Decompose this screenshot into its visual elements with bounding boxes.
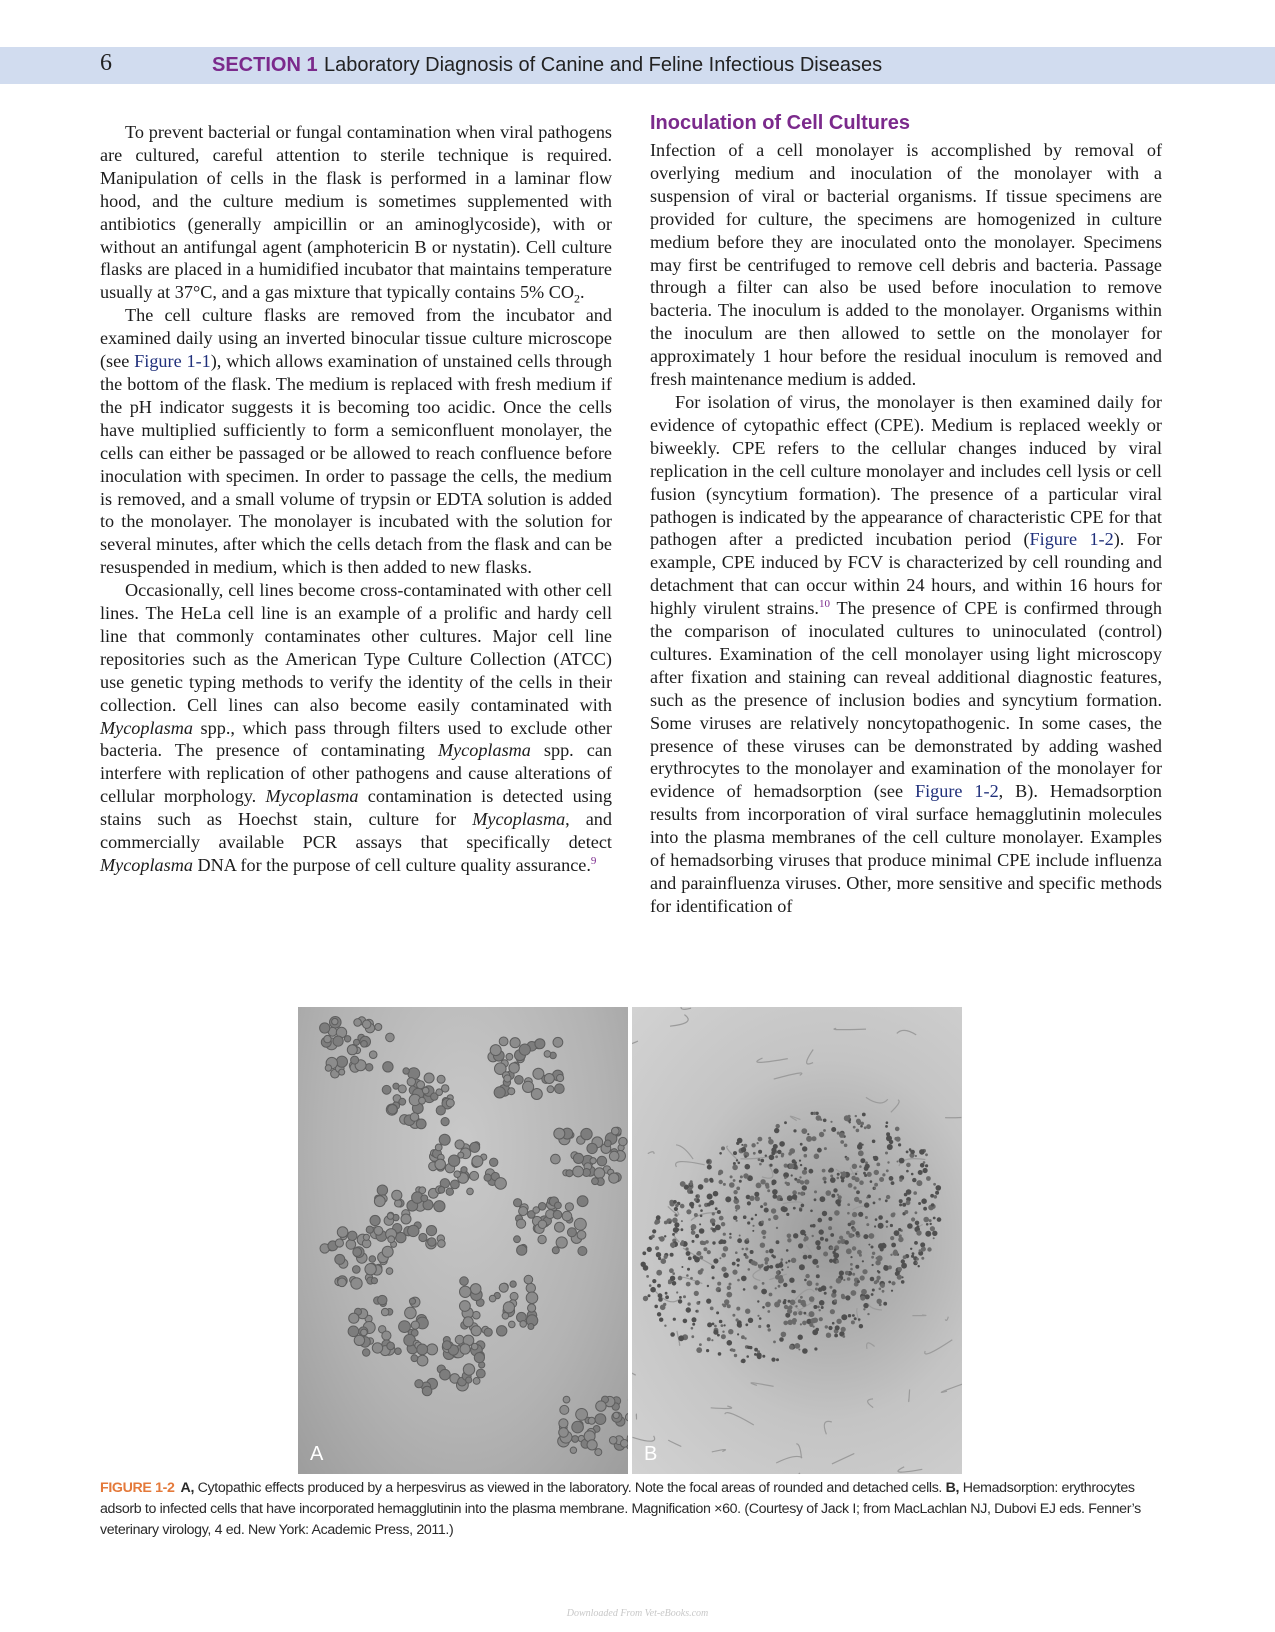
- subsection-heading: Inoculation of Cell Cultures: [650, 112, 911, 134]
- panel-a-letter: A: [310, 1443, 324, 1465]
- figure-caption-label: FIGURE 1-2: [100, 1480, 175, 1496]
- section-label: SECTION 1: [212, 54, 318, 76]
- paragraph-culture-flasks: The cell culture flasks are removed from the incubator and examined daily using an inverted binocular tissue culture microscope (see Figure 1-1), which allows examination of unstained cells through the bottom of the flask. The medium is replaced with fresh medium if the pH indicator suggests it is becoming too acidic. Once the cells have multiplied sufficiently to form a semiconfluent monolayer, the cells can either be passaged or be allowed to reach confluence before inoculation with specimen. In order to passage the cells, the medium is removed, and a small volume of trypsin or EDTA solution is added to the monolayer. The monolayer is incubated with the solution for several minutes, after which the cells detach from the flask and can be resuspended in medium, which is then added to new flasks.: [100, 305, 612, 578]
- left-column: [100, 121, 612, 877]
- figure-1-2: [298, 1007, 964, 1474]
- hemadsorption-texture-b: [632, 1007, 962, 1474]
- micrograph-panel-a: [298, 1007, 628, 1474]
- paragraph-isolation-of-virus: For isolation of virus, the monolayer is then examined daily for evidence of cytopathic effect (CPE). Medium is replaced weekly or biweekly. CPE refers to the cellular changes induced by viral replication in the cell culture monolayer and includes cell lysis or cell fusion (syncytium formation). The presence of a particular viral pathogen is indicated by the appearance of characteristic CPE for that pathogen after a predicted incubation period (Figure 1-2). For example, CPE induced by FCV is characterized by cell rounding and detachment that can occur within 24 hours, and within 16 hours for highly virulent strains.$^{10}$ The presence of CPE is confirmed through the comparison of inoculated cultures to uninoculated (control) cultures. Examination of the cell monolayer using light microscopy after fixation and staining can reveal additional diagnostic features, such as the presence of inclusion bodies and syncytium formation. Some viruses are relatively noncytopathogenic. In some cases, the presence of these viruses can be demonstrated by adding washed erythrocytes to the monolayer and examination of the monolayer for evidence of hemadsorption (see Figure 1-2, B). Hemadsorption results from incorporation of viral surface hemagglutinin molecules into the plasma membranes of the cell culture monolayer. Examples of hemadsorbing viruses that produce minimal CPE include influenza and parainfluenza viruses. Other, more sensitive and specific methods for identification of: [650, 391, 1162, 916]
- right-column: [650, 111, 1162, 918]
- micrograph-panel-b: [632, 1007, 962, 1474]
- page-number: 6: [100, 50, 112, 76]
- paragraph-inoculation: Infection of a cell monolayer is accomplished by removal of overlying medium and inoculation of the monolayer with a suspension of viral or bacterial organisms. If tissue specimens are provided for culture, the specimens are homogenized in culture medium before they are inoculated onto the monolayer. Specimens may first be centrifuged to remove cell debris and bacteria. Passage through a filter can also be used before inoculation to remove bacteria. The inoculum is added to the monolayer. Organisms within the inoculum are then allowed to settle on the monolayer for approximately 1 hour before the residual inoculum is removed and fresh maintenance medium is added.: [650, 140, 1162, 390]
- figure-1-1-link[interactable]: Figure 1-1: [134, 351, 211, 372]
- figure-1-2-link[interactable]: Figure 1-2: [1029, 529, 1114, 550]
- panel-b-letter: B: [644, 1443, 658, 1465]
- download-watermark: Downloaded From Vet-eBooks.com: [566, 1608, 709, 1619]
- figure-1-2b-link[interactable]: Figure 1-2: [914, 781, 999, 802]
- cell-cluster-texture-a: [298, 1007, 628, 1474]
- reference-9-link[interactable]: 9: [590, 854, 597, 867]
- figure-caption: FIGURE 1-2 A, Cytopathic effects produced by a herpesvirus as viewed in the laboratory. Note the focal areas of rounded and detached cells. B, Hemadsorption: erythrocytes adsorb to infected cells that have incorporated hemagglutinin into the plasma membrane. Magnification ×60. (Courtesy of Jack I; from MacLachlan NJ, Dubovi EJ eds. Fenner’s veterinary virology, 4 ed. New York: Academic Press, 2011.): [100, 1480, 1141, 1538]
- paragraph-cross-contamination: Occasionally, cell lines become cross-contaminated with other cell lines. The HeLa cell line is an example of a prolific and hardy cell line that commonly contaminates other cultures. Major cell line repositories such as the American Type Culture Collection (ATCC) use genetic typing methods to verify the identity of the cells in their collection. Cell lines can also become easily contaminated with Mycoplasma spp., which pass through filters used to exclude other bacteria. The presence of contaminating Mycoplasma spp. can interfere with replication of other pathogens and cause alterations of cellular morphology. Mycoplasma contamination is detected using stains such as Hoechst stain, culture for Mycoplasma, and commercially available PCR assays that specifically detect Mycoplasma DNA for the purpose of cell culture quality assurance.$^9$: [100, 580, 612, 875]
- section-title: Laboratory Diagnosis of Canine and Feline Infectious Diseases: [324, 54, 883, 76]
- reference-10-link[interactable]: 10: [818, 598, 830, 611]
- paragraph-sterile-technique: To prevent bacterial or fungal contamination when viral pathogens are cultured, careful attention to sterile technique is required. Manipulation of cells in the flask is performed in a laminar flow hood, and the culture medium is sometimes supplemented with antibiotics (generally ampicillin or an aminoglycoside), with or without an antifungal agent (amphotericin B or nystatin). Cell culture flasks are placed in a humidified incubator that maintains temperature usually at 37°C, and a gas mixture that typically contains 5% $CO_2$.: [100, 122, 612, 306]
